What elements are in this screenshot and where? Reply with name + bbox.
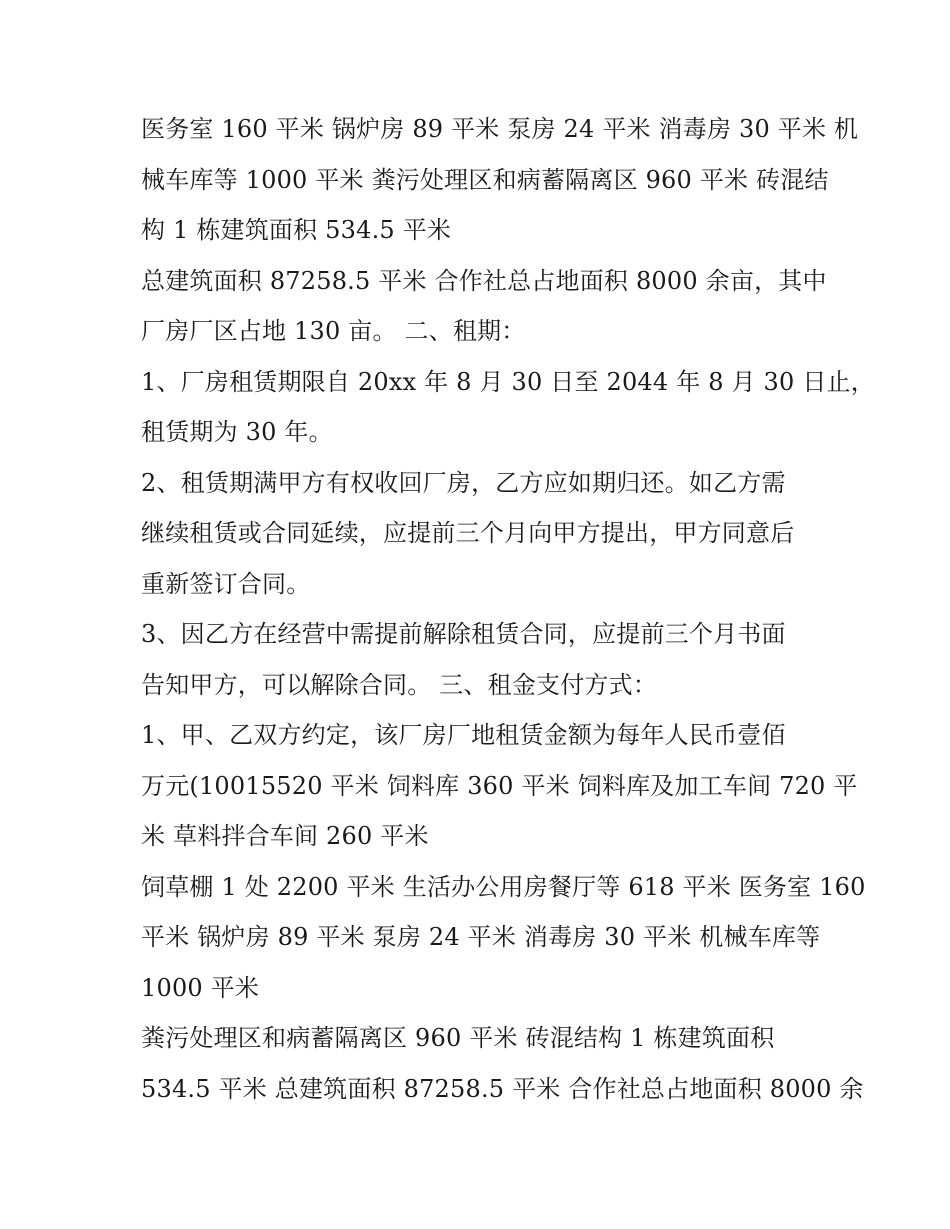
text-line: 米 草料拌合车间 260 平米 [141,822,429,850]
text-line: 租赁期为 30 年。 [141,418,333,446]
text-line: 重新签订合同。 [141,569,311,598]
text-line: 械车库等 1000 平米 粪污处理区和病蓄隔离区 960 平米 砖混结 [141,165,829,194]
text-line: 构 1 栋建筑面积 534.5 平米 [141,216,452,244]
text-line: 总建筑面积 87258.5 平米 合作社总占地面积 8000 余亩，其中 [141,266,827,295]
text-line: 医务室 160 平米 锅炉房 89 平米 泵房 24 平米 消毒房 30 平米 机 [141,115,859,143]
text-line: 厂房厂区占地 130 亩。 二、租期： [141,317,526,345]
text-line: 饲草棚 1 处 2200 平米 生活办公用房餐厅等 618 平米 医务室 160 [141,872,866,901]
text-line: 534.5 平米 总建筑面积 87258.5 平米 合作社总占地面积 8000 余 [141,1074,864,1103]
document-body [141,104,875,1114]
text-line: 继续租赁或合同延续，应提前三个月向甲方提出，甲方同意后 [141,519,795,547]
text-line: 1000 平米 [141,973,260,1002]
text-line: 1、厂房租赁期限自 20xx 年 8 月 30 日至 2044 年 8 月 30 日止， [141,367,875,396]
text-line: 告知甲方，可以解除合同。 三、租金支付方式： [141,670,658,699]
text-line: 万元(10015520 平米 饲料库 360 平米 饲料库及加工车间 720 平 [141,771,858,800]
text-line: 平米 锅炉房 89 平米 泵房 24 平米 消毒房 30 平米 机械车库等 [141,923,821,951]
text-line: 1、甲、乙双方约定，该厂房厂地租赁金额为每年人民币壹佰 [141,721,786,749]
text-line: 3、因乙方在经营中需提前解除租赁合同，应提前三个月书面 [141,620,786,648]
text-line: 2、租赁期满甲方有权收回厂房，乙方应如期归还。如乙方需 [141,468,786,497]
text-line: 粪污处理区和病蓄隔离区 960 平米 砖混结构 1 栋建筑面积 [141,1024,775,1052]
